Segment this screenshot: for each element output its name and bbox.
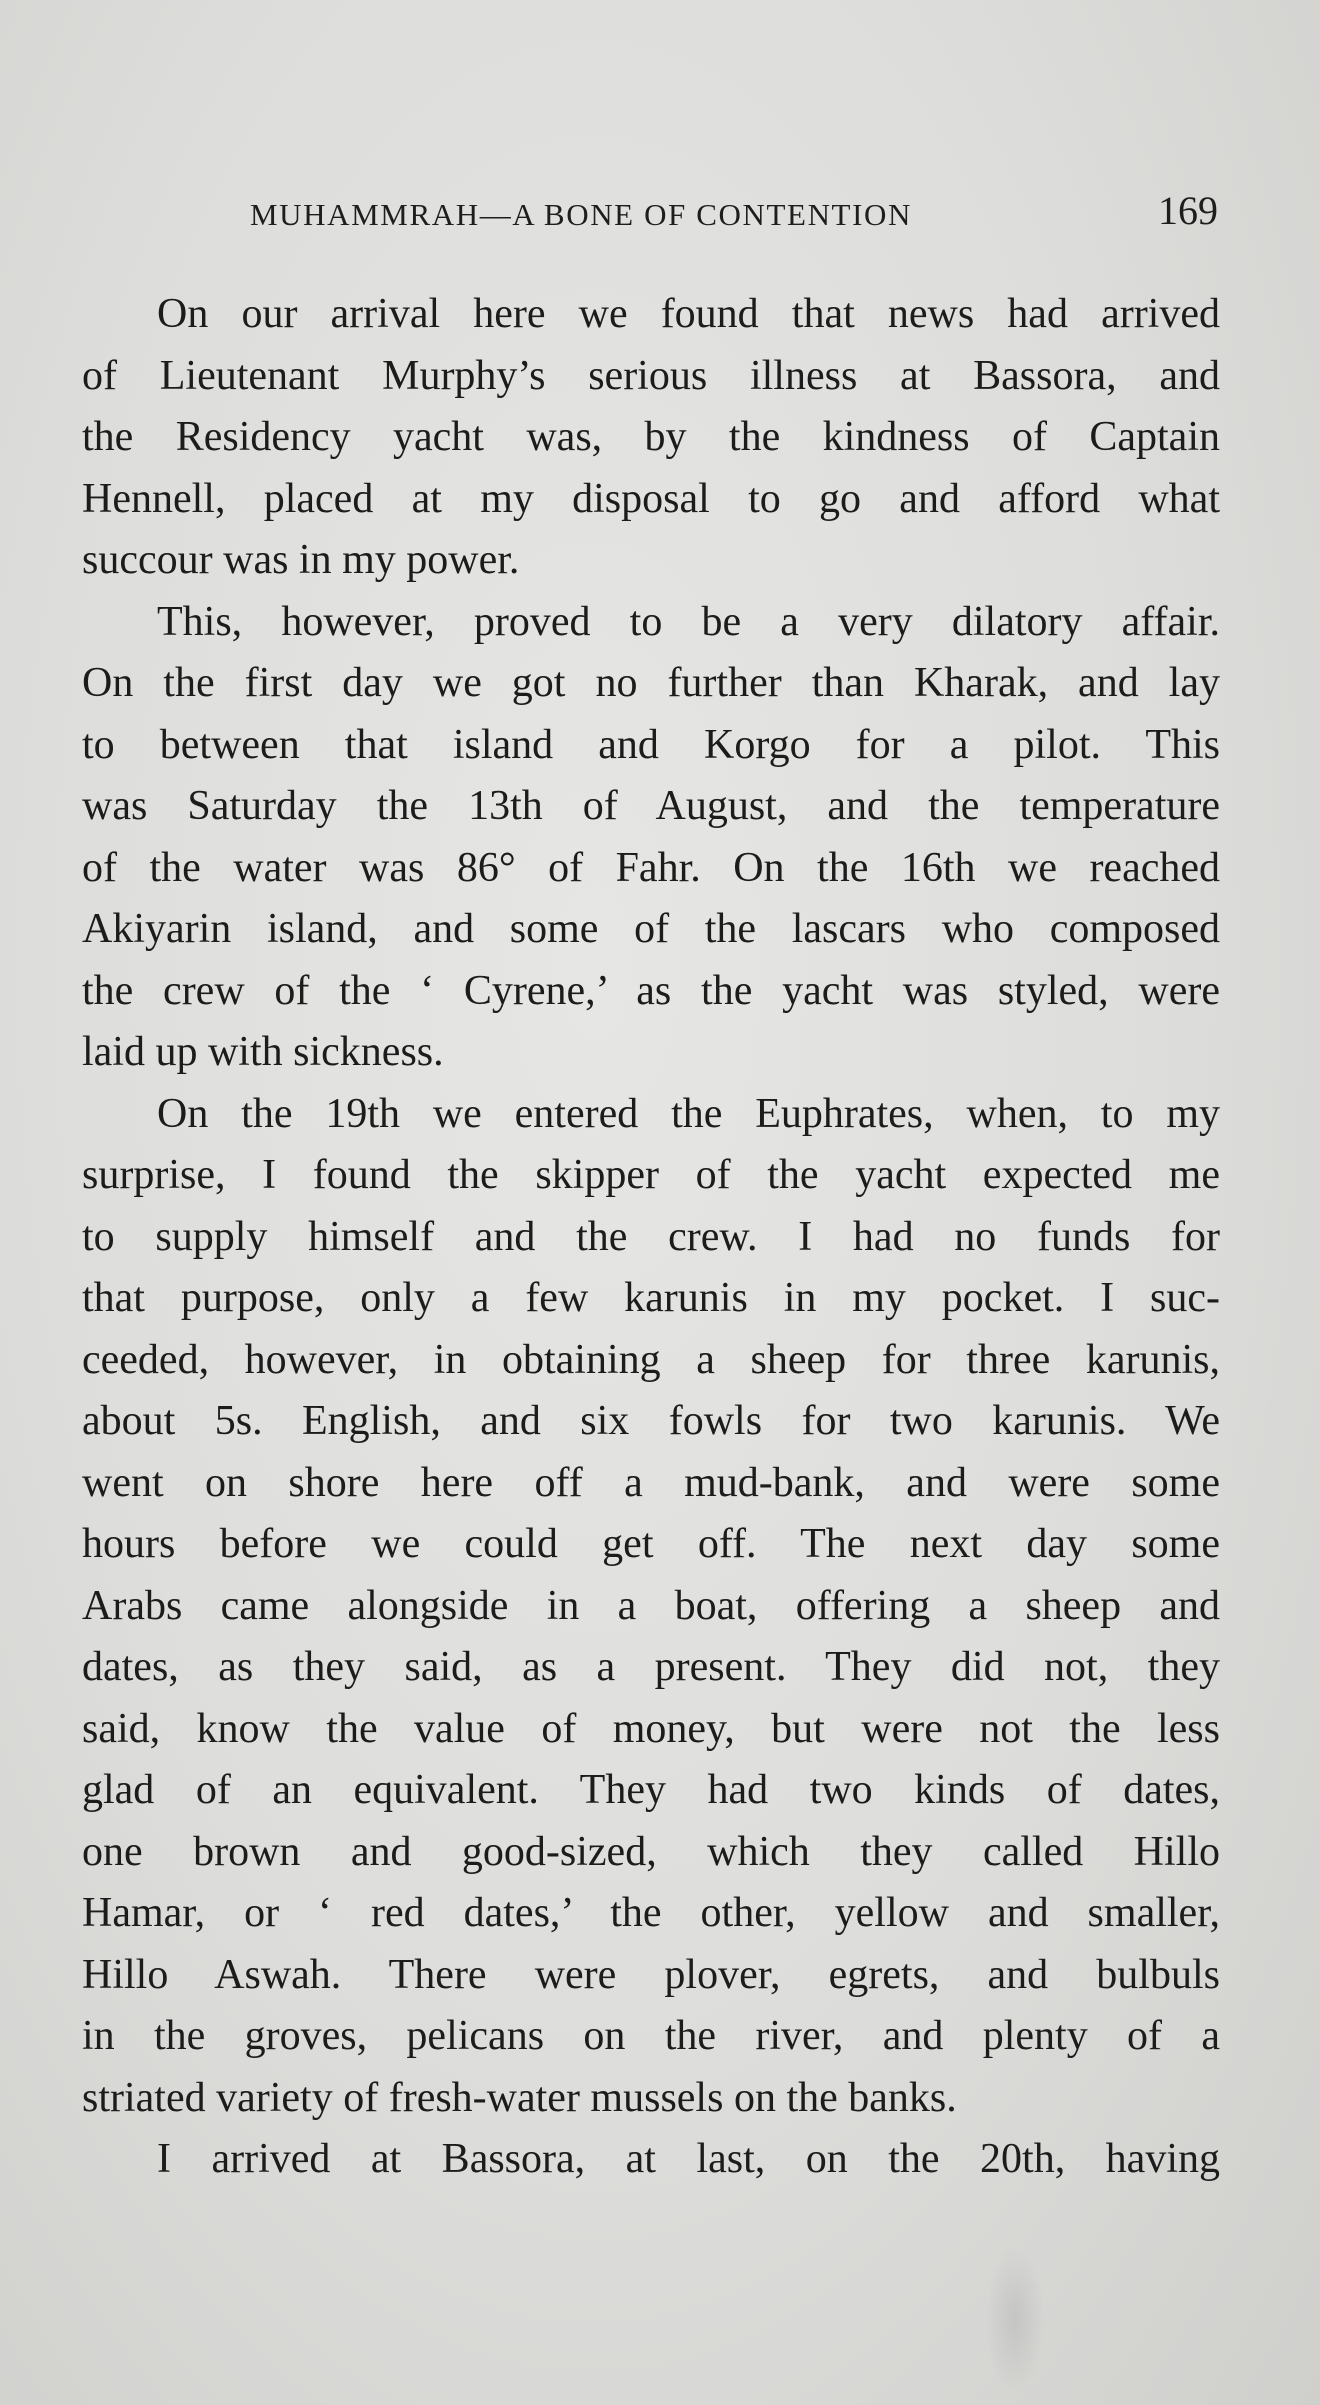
text-line: one brown and good-sized, which they called Hillo xyxy=(82,1828,1220,1875)
text-line: to between that island and Korgo for a pilot. This xyxy=(82,721,1220,768)
page-number: 169 xyxy=(1158,188,1218,233)
text-line: was Saturday the 13th of August, and the temperature xyxy=(82,783,1220,829)
text-line: went on shore here off a mud-bank, and were some xyxy=(82,1459,1220,1506)
text-line: that purpose, only a few karunis in my pocket. I suc- xyxy=(82,1275,1220,1321)
text-line: ceeded, however, in obtaining a sheep for three karunis, xyxy=(82,1336,1220,1383)
text-line: glad of an equivalent. They had two kinds of dates, xyxy=(82,1767,1220,1813)
text-line: to supply himself and the crew. I had no funds for xyxy=(82,1213,1220,1260)
text-line: Hamar, or ‘ red dates,’ the other, yellow and smaller, xyxy=(82,1890,1220,1936)
body-text xyxy=(82,284,1220,2191)
text-line: said, know the value of money, but were not the less xyxy=(82,1705,1220,1752)
text-line: Hillo Aswah. There were plover, egrets, and bulbuls xyxy=(82,1951,1220,1998)
text-line: On our arrival here we found that news had arrived xyxy=(157,291,1220,337)
text-line: hours before we could get off. The next day some xyxy=(82,1521,1220,1567)
text-line: in the groves, pelicans on the river, and plenty of a xyxy=(82,2013,1220,2059)
text-line: dates, as they said, as a present. They did not, they xyxy=(82,1644,1220,1690)
text-line: I arrived at Bassora, at last, on the 20th, having xyxy=(157,2136,1220,2182)
running-title: MUHAMMRAH—A BONE OF CONTENTION xyxy=(250,197,912,232)
text-line: On the 19th we entered the Euphrates, when, to my xyxy=(157,1090,1220,1137)
text-line: of Lieutenant Murphy’s serious illness at Bassora, and xyxy=(82,352,1220,399)
text-line: Akiyarin island, and some of the lascars who composed xyxy=(82,906,1220,952)
text-line: of the water was 86° of Fahr. On the 16th we reached xyxy=(82,844,1220,891)
text-line: Hennell, placed at my disposal to go and afford what xyxy=(82,475,1220,522)
text-line: This, however, proved to be a very dilatory affair. xyxy=(157,598,1220,645)
running-head xyxy=(250,190,1230,240)
text-line: striated variety of fresh-water mussels on the banks. xyxy=(82,2074,957,2121)
text-line: On the first day we got no further than Kharak, and lay xyxy=(82,660,1220,706)
text-line: Arabs came alongside in a boat, offering a sheep and xyxy=(82,1582,1220,1629)
text-line: surprise, I found the skipper of the yacht expected me xyxy=(82,1152,1220,1198)
text-line: the Residency yacht was, by the kindness of Captain xyxy=(82,414,1220,460)
text-line: laid up with sickness. xyxy=(82,1029,444,1075)
text-line: about 5s. English, and six fowls for two karunis. We xyxy=(82,1398,1220,1444)
text-line: the crew of the ‘ Cyrene,’ as the yacht was styled, were xyxy=(82,967,1220,1014)
print-smudge xyxy=(985,2245,1045,2395)
text-line: succour was in my power. xyxy=(82,537,520,583)
